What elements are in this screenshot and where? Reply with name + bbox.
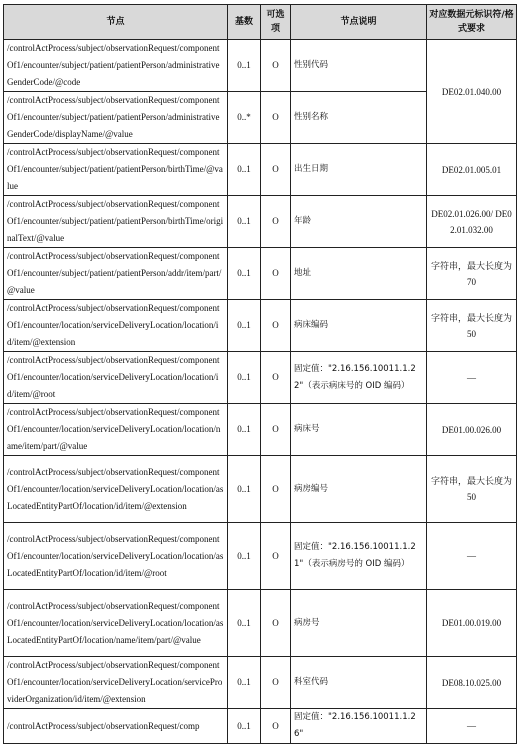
data-element-cell: DE02.01.005.01 [427, 144, 517, 196]
node-path-cell: /controlActProcess/subject/observationRequest/componentOf1/encounter/subject/patient/patientPerson/birthTime/@value [4, 144, 228, 196]
optional-cell: O [261, 352, 291, 404]
cardinality-cell: 0..1 [228, 196, 261, 248]
description-cell: 地址 [291, 248, 427, 300]
table-row [4, 590, 517, 657]
table-row [4, 144, 517, 196]
table-row [4, 40, 517, 92]
description-cell: 年龄 [291, 196, 427, 248]
optional-cell: O [261, 709, 291, 744]
data-element-cell: 字符串，最大长度为 50 [427, 300, 517, 352]
table-row [4, 352, 517, 404]
table-row [4, 523, 517, 590]
data-element-cell: 字符串，最大长度为 70 [427, 248, 517, 300]
description-cell: 病房号 [291, 590, 427, 657]
optional-cell: O [261, 404, 291, 456]
description-cell: 出生日期 [291, 144, 427, 196]
cardinality-cell: 0..* [228, 92, 261, 144]
data-element-cell: DE01.00.026.00 [427, 404, 517, 456]
cardinality-cell: 0..1 [228, 300, 261, 352]
optional-cell: O [261, 144, 291, 196]
optional-cell: O [261, 248, 291, 300]
cardinality-cell: 0..1 [228, 404, 261, 456]
node-path-cell: /controlActProcess/subject/observationRequest/componentOf1/encounter/location/serviceDeliveryLocation/location/asLocatedEntityPartOf/location/id/item/@extension [4, 456, 228, 523]
node-path-cell: /controlActProcess/subject/observationRequest/componentOf1/encounter/location/serviceDeliveryLocation/location/asLocatedEntityPartOf/location/name/item/part/@value [4, 590, 228, 657]
header-cardinality: 基数 [228, 5, 261, 40]
node-path-cell: /controlActProcess/subject/observationRequest/componentOf1/encounter/location/serviceDeliveryLocation/location/name/item/part/@value [4, 404, 228, 456]
cardinality-cell: 0..1 [228, 456, 261, 523]
cardinality-cell: 0..1 [228, 523, 261, 590]
optional-cell: O [261, 196, 291, 248]
header-description: 节点说明 [291, 5, 427, 40]
table-row [4, 456, 517, 523]
table-row [4, 300, 517, 352]
node-path-cell: /controlActProcess/subject/observationRequest/componentOf1/encounter/subject/patient/patientPerson/birthTime/originalText/@value [4, 196, 228, 248]
description-cell: 病床号 [291, 404, 427, 456]
node-path-cell: /controlActProcess/subject/observationRequest/componentOf1/encounter/subject/patient/patientPerson/administrativeGenderCode/@code [4, 40, 228, 92]
cardinality-cell: 0..1 [228, 144, 261, 196]
description-cell: 固定值："2.16.156.10011.1.26" [291, 709, 427, 744]
description-cell: 性别名称 [291, 92, 427, 144]
data-element-cell: 字符串，最大长度为 50 [427, 456, 517, 523]
data-element-cell: DE08.10.025.00 [427, 657, 517, 709]
description-cell: 固定值："2.16.156.10011.1.22"（表示病床号的 OID 编码） [291, 352, 427, 404]
description-cell: 科室代码 [291, 657, 427, 709]
node-path-cell: /controlActProcess/subject/observationRequest/componentOf1/encounter/subject/patient/patientPerson/addr/item/part/@value [4, 248, 228, 300]
optional-cell: O [261, 92, 291, 144]
document-page [3, 4, 516, 744]
description-cell: 病床编码 [291, 300, 427, 352]
cardinality-cell: 0..1 [228, 352, 261, 404]
data-element-cell: — [427, 523, 517, 590]
header-data-element: 对应数据元标识符/格式要求 [427, 5, 517, 40]
optional-cell: O [261, 40, 291, 92]
node-path-cell: /controlActProcess/subject/observationRequest/componentOf1/encounter/subject/patient/patientPerson/administrativeGenderCode/displayName/@value [4, 92, 228, 144]
table-header [4, 5, 517, 40]
description-cell: 固定值："2.16.156.10011.1.21"（表示病房号的 OID 编码） [291, 523, 427, 590]
node-path-cell: /controlActProcess/subject/observationRequest/componentOf1/encounter/location/serviceDeliveryLocation/location/asLocatedEntityPartOf/location/id/item/@root [4, 523, 228, 590]
header-optional: 可选项 [261, 5, 291, 40]
optional-cell: O [261, 456, 291, 523]
table-row [4, 248, 517, 300]
table-body [4, 40, 517, 744]
table-row [4, 196, 517, 248]
optional-cell: O [261, 657, 291, 709]
optional-cell: O [261, 590, 291, 657]
cardinality-cell: 0..1 [228, 709, 261, 744]
data-element-cell: — [427, 709, 517, 744]
optional-cell: O [261, 300, 291, 352]
optional-cell: O [261, 523, 291, 590]
cardinality-cell: 0..1 [228, 657, 261, 709]
cardinality-cell: 0..1 [228, 40, 261, 92]
node-spec-table [3, 4, 517, 744]
data-element-cell: DE01.00.019.00 [427, 590, 517, 657]
node-path-cell: /controlActProcess/subject/observationRequest/componentOf1/encounter/location/serviceDeliveryLocation/serviceProviderOrganization/id/item/@extension [4, 657, 228, 709]
description-cell: 性别代码 [291, 40, 427, 92]
table-row [4, 404, 517, 456]
header-row [4, 5, 517, 40]
data-element-cell: — [427, 352, 517, 404]
table-row [4, 657, 517, 709]
data-element-cell: DE02.01.040.00 [427, 40, 517, 144]
data-element-cell: DE02.01.026.00/ DE02.01.032.00 [427, 196, 517, 248]
table-row [4, 709, 517, 744]
cardinality-cell: 0..1 [228, 590, 261, 657]
cardinality-cell: 0..1 [228, 248, 261, 300]
header-node: 节点 [4, 5, 228, 40]
description-cell: 病房编号 [291, 456, 427, 523]
node-path-cell: /controlActProcess/subject/observationRequest/componentOf1/encounter/location/serviceDeliveryLocation/location/id/item/@root [4, 352, 228, 404]
node-path-cell: /controlActProcess/subject/observationRequest/comp [4, 709, 228, 744]
node-path-cell: /controlActProcess/subject/observationRequest/componentOf1/encounter/location/serviceDeliveryLocation/location/id/item/@extension [4, 300, 228, 352]
